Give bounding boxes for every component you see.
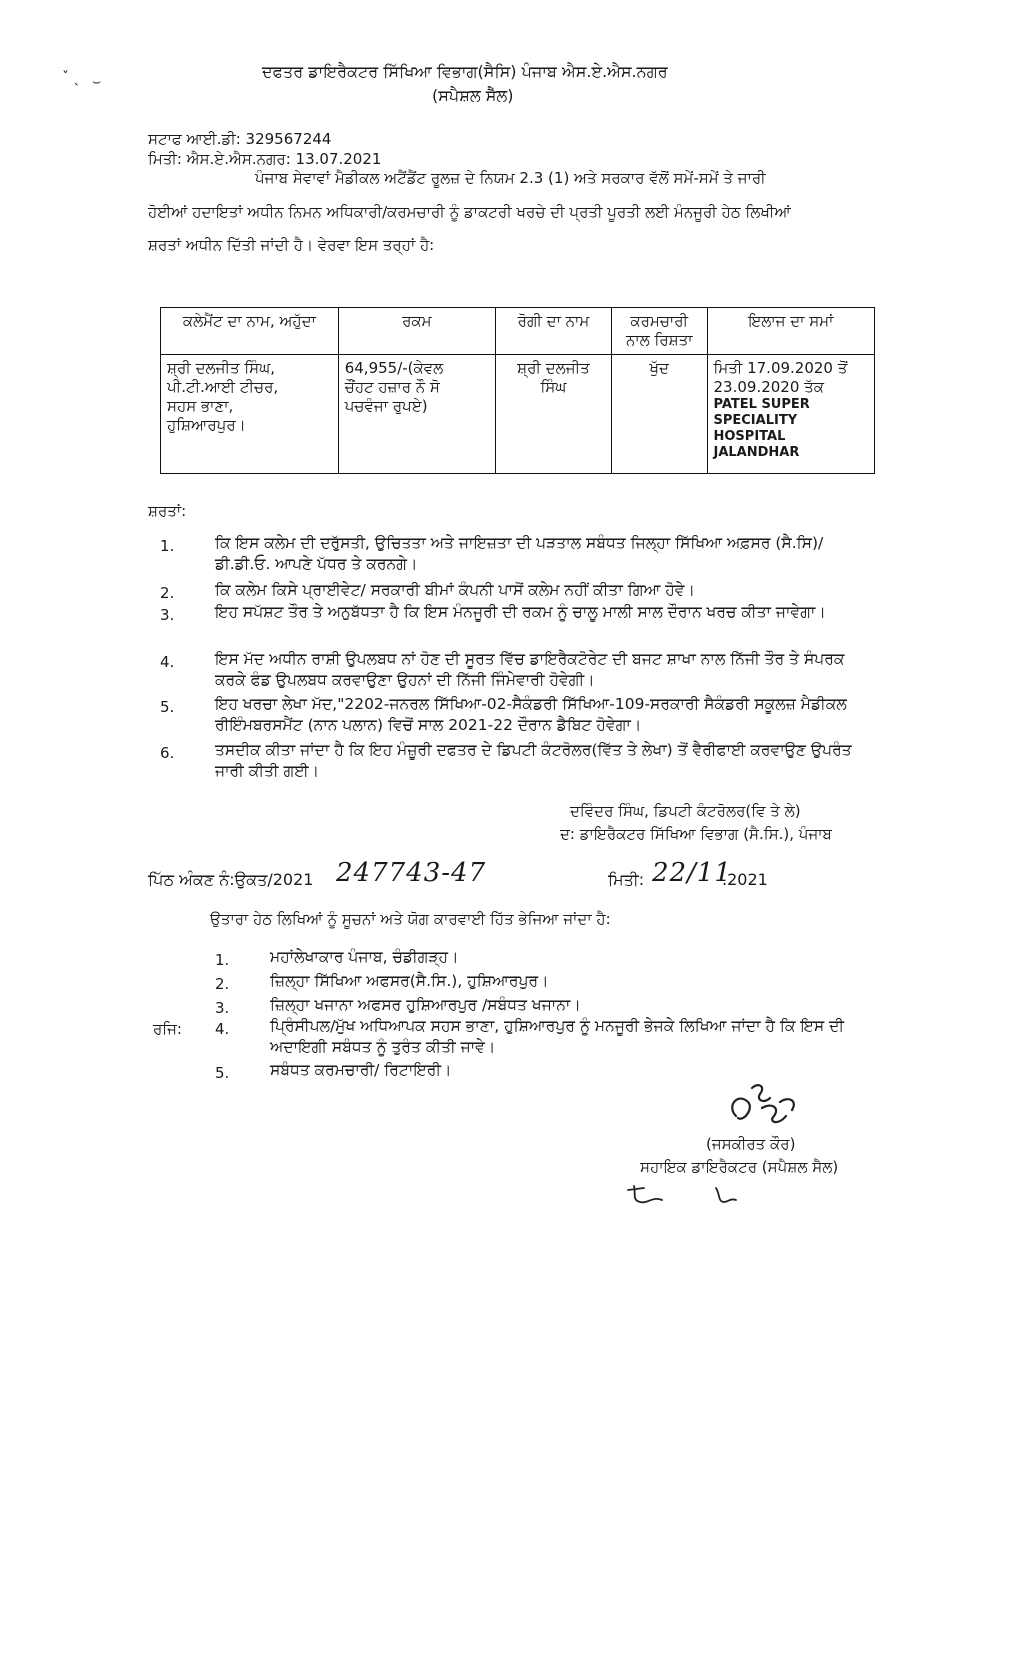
issue-date: ਮਿਤੀ: ਐਸ.ਏ.ਐਸ.ਨਗਰ: 13.07.2021 bbox=[148, 150, 382, 168]
condition-num: 3. bbox=[160, 606, 175, 624]
conditions-heading: ਸ਼ਰਤਾਂ: bbox=[148, 502, 187, 520]
endorsement-date-label: ਮਿਤੀ: bbox=[608, 870, 645, 889]
condition-text: ਇਸ ਮੱਦ ਅਧੀਨ ਰਾਸ਼ੀ ਉਪਲਬਧ ਨਾਂ ਹੋਣ ਦੀ ਸੂਰਤ ਵਿੱਚ ਡਾਇਰੈਕਟੋਰੇਟ ਦੀ ਬਜਟ ਸ਼ਾਖਾ ਨਾਲ ਨਿੱਜੀ ਤੌਰ ਤੇ ਸੰਪਰਕ ਕਰਕੇ ਫੰਡ ਉਪਲਬਧ ਕਰਵਾਉਣਾ ਉਹਨਾਂ ਦੀ ਨਿੱਜੀ ਜਿੰਮੇਵਾਰੀ ਹੋਵੇਗੀ। bbox=[215, 650, 845, 689]
office-title: ਦਫਤਰ ਡਾਇਰੈਕਟਰ ਸਿੱਖਿਆ ਵਿਭਾਗ(ਸੈਸਿ) ਪੰਜਾਬ ਐਸ.ਏ.ਐਸ.ਨਗਰ bbox=[262, 62, 668, 81]
cell-relation: ਖੁੱਦ bbox=[611, 355, 707, 474]
col-claimant: ਕਲੇਮੈਂਟ ਦਾ ਨਾਮ, ਅਹੁੱਦਾ bbox=[161, 308, 339, 355]
scan-mark: ⌣ bbox=[92, 74, 102, 90]
handwritten-date: 22/11 bbox=[652, 858, 732, 888]
intro-line-1: ਪੰਜਾਬ ਸੇਵਾਵਾਂ ਮੈਡੀਕਲ ਅਟੈਂਡੈਂਟ ਰੂਲਜ਼ ਦੇ ਨਿਯਮ 2.3 (1) ਅਤੇ ਸਰਕਾਰ ਵੱਲੋਂ ਸਮੇਂ-ਸਮੇਂ ਤੇ ਜਾਰੀ bbox=[255, 169, 766, 187]
condition-num: 6. bbox=[160, 744, 175, 762]
condition-num: 2. bbox=[160, 584, 175, 602]
recipient-num: 3. bbox=[215, 999, 230, 1017]
handwritten-signature bbox=[718, 1078, 808, 1138]
condition-text: ਕਿ ਕਲੇਮ ਕਿਸੇ ਪ੍ਰਾਈਵੇਟ/ ਸਰਕਾਰੀ ਬੀਮਾਂ ਕੰਪਨੀ ਪਾਸੋਂ ਕਲੇਮ ਨਹੀਂ ਕੀਤਾ ਗਿਆ ਹੋਵੇ। bbox=[215, 581, 695, 599]
condition-text: ਇਹ ਖਰਚਾ ਲੇਖਾ ਮੱਦ,"2202-ਜਨਰਲ ਸਿੱਖਿਆ-02-ਸੈਕੰਡਰੀ ਸਿੱਖਿਆ-109-ਸਰਕਾਰੀ ਸੈਕੰਡਰੀ ਸਕੂਲਜ਼ ਮੈਡੀਕਲ ਰੀਇੰਮਬਰਸਮੈਂਟ (ਨਾਨ ਪਲਾਨ) ਵਿਚੋਂ ਸਾਲ 2021-22 ਦੌਰਾਨ ਡੈਬਿਟ ਹੋਵੇਗਾ। bbox=[215, 695, 847, 734]
condition-num: 5. bbox=[160, 698, 175, 716]
hospital-name: PATEL SUPER SPECIALITY HOSPITAL JALANDHAR bbox=[713, 397, 810, 460]
col-period: ਇਲਾਜ ਦਾ ਸਮਾਂ bbox=[707, 308, 875, 355]
condition-text: ਕਿ ਇਸ ਕਲੇਮ ਦੀ ਦਰੁੱਸਤੀ, ਉਚਿਤਤਾ ਅਤੇ ਜਾਇਜ਼ਤਾ ਦੀ ਪੜਤਾਲ ਸਬੰਧਤ ਜਿਲ੍ਹਾ ਸਿੱਖਿਆ ਅਫ਼ਸਰ (ਸੈ.ਸਿ)/ ਡੀ.ਡੀ.ਓ. ਆਪਣੇ ਪੱਧਰ ਤੇ ਕਰਨਗੇ। bbox=[215, 534, 824, 573]
condition-num: 4. bbox=[160, 653, 175, 671]
staff-id: ਸਟਾਫ ਆਈ.ਡੀ: 329567244 bbox=[148, 130, 332, 148]
cell-period: ਮਿਤੀ 17.09.2020 ਤੋਂ 23.09.2020 ਤੱਕ PATEL SUPER SPECIALITY HOSPITAL JALANDHAR bbox=[707, 355, 875, 474]
handwritten-endorsement-number: 247743-47 bbox=[336, 858, 487, 888]
signatory-office: ਦ: ਡਾਇਰੈਕਟਰ ਸਿੱਖਿਆ ਵਿਭਾਗ (ਸੈ.ਸਿ.), ਪੰਜਾਬ bbox=[560, 825, 832, 843]
assistant-director-designation: ਸਹਾਇਕ ਡਾਇਰੈਕਟਰ (ਸਪੈਸ਼ਲ ਸੈਲ) bbox=[640, 1158, 839, 1176]
col-relation: ਕਰਮਚਾਰੀ ਨਾਲ ਰਿਸ਼ਤਾ bbox=[611, 308, 707, 355]
office-subtitle: (ਸਪੈਸ਼ਲ ਸੈੱਲ) bbox=[432, 86, 514, 105]
col-patient: ਰੋਗੀ ਦਾ ਨਾਮ bbox=[495, 308, 611, 355]
signatory-name: ਦਵਿੰਦਰ ਸਿੰਘ, ਡਿਪਟੀ ਕੰਟਰੋਲਰ(ਵਿ ਤੇ ਲੇ) bbox=[570, 802, 801, 820]
recipient-num: 4. bbox=[215, 1020, 230, 1038]
recipient-text: ਪ੍ਰਿੰਸੀਪਲ/ਮੁੱਖ ਅਧਿਆਪਕ ਸਹਸ ਭਾਣਾ, ਹੁਸ਼ਿਆਰਪੁਰ ਨੂੰ ਮਨਜੂਰੀ ਭੇਜਕੇ ਲਿਖਿਆ ਜਾਂਦਾ ਹੈ ਕਿ ਇਸ ਦੀ ਅਦਾਇਗੀ ਸਬੰਧਤ ਨੂੰ ਤੁਰੰਤ ਕੀਤੀ ਜਾਵੇ। bbox=[270, 1017, 845, 1056]
copy-intro: ਉਤਾਰਾ ਹੇਠ ਲਿਖਿਆਂ ਨੂੰ ਸੂਚਨਾਂ ਅਤੇ ਯੋਗ ਕਾਰਵਾਈ ਹਿੱਤ ਭੇਜਿਆ ਜਾਂਦਾ ਹੈ: bbox=[210, 910, 611, 928]
intro-line-3: ਸ਼ਰਤਾਂ ਅਧੀਨ ਦਿੱਤੀ ਜਾਂਦੀ ਹੈ। ਵੇਰਵਾ ਇਸ ਤਰ੍ਹਾਂ ਹੈ: bbox=[148, 236, 435, 254]
table-row bbox=[161, 355, 875, 474]
cell-patient: ਸ਼੍ਰੀ ਦਲਜੀਤ ਸਿੰਘ bbox=[495, 355, 611, 474]
endorsement-year: .2021 bbox=[722, 870, 768, 889]
recipient-num: 5. bbox=[215, 1064, 230, 1082]
initials-mark bbox=[622, 1182, 672, 1208]
condition-text: ਤਸਦੀਕ ਕੀਤਾ ਜਾਂਦਾ ਹੈ ਕਿ ਇਹ ਮੰਜ਼ੂਰੀ ਦਫਤਰ ਦੇ ਡਿਪਟੀ ਕੰਟਰੋਲਰ(ਵਿੱਤ ਤੇ ਲੇਖਾ) ਤੋਂ ਵੈਰੀਫਾਈ ਕਰਵਾਉਣ ਉਪਰੰਤ ਜਾਰੀ ਕੀਤੀ ਗਈ। bbox=[215, 741, 852, 780]
initials-mark bbox=[710, 1184, 740, 1208]
recipient-num: 2. bbox=[215, 975, 230, 993]
recipient-text: ਜ਼ਿਲ੍ਹਾ ਸਿੱਖਿਆ ਅਫਸਰ(ਸੈ.ਸਿ.), ਹੁਸ਼ਿਆਰਪੁਰ। bbox=[270, 972, 549, 990]
recipient-text: ਸਬੰਧਤ ਕਰਮਚਾਰੀ/ ਰਿਟਾਇਰੀ। bbox=[270, 1061, 452, 1079]
condition-text: ਇਹ ਸਪੱਸ਼ਟ ਤੌਰ ਤੇ ਅਨੁਬੱਧਤਾ ਹੈ ਕਿ ਇਸ ਮੰਨਜੂਰੀ ਦੀ ਰਕਮ ਨੂੰ ਚਾਲੂ ਮਾਲੀ ਸਾਲ ਦੌਰਾਨ ਖਰਚ ਕੀਤਾ ਜਾਵੇਗਾ। bbox=[215, 603, 826, 621]
condition-num: 1. bbox=[160, 537, 175, 555]
scan-mark: ˇ ˎ bbox=[62, 70, 81, 86]
cell-amount: 64,955/-(ਕੇਵਲ ਚੌਂਹਟ ਹਜ਼ਾਰ ਨੌ ਸੋ ਪਚਵੰਜਾ ਰੁਪਏ) bbox=[338, 355, 495, 474]
assistant-director-name: (ਜਸਕੀਰਤ ਕੌਰ) bbox=[706, 1135, 796, 1153]
recipient-text: ਜ਼ਿਲ੍ਹਾ ਖਜਾਨਾ ਅਫਸਰ ਹੁਸ਼ਿਆਰਪੁਰ /ਸਬੰਧਤ ਖਜਾਨਾ। bbox=[270, 996, 581, 1014]
cell-claimant: ਸ਼੍ਰੀ ਦਲਜੀਤ ਸਿੰਘ, ਪੀ.ਟੀ.ਆਈ ਟੀਚਰ, ਸਹਸ ਭਾਣਾ, ਹੁਸ਼ਿਆਰਪੁਰ। bbox=[161, 355, 339, 474]
registered-label: ਰਜਿ: bbox=[153, 1020, 182, 1038]
claim-table bbox=[160, 307, 875, 474]
recipient-num: 1. bbox=[215, 951, 230, 969]
intro-line-2: ਹੋਈਆਂ ਹਦਾਇਤਾਂ ਅਧੀਨ ਨਿਮਨ ਅਧਿਕਾਰੀ/ਕਰਮਚਾਰੀ ਨੂੰ ਡਾਕਟਰੀ ਖਰਚੇ ਦੀ ਪ੍ਰਤੀ ਪੂਰਤੀ ਲਈ ਮੰਨਜੂਰੀ ਹੇਠ ਲਿਖੀਆਂ bbox=[148, 203, 791, 221]
table-header-row bbox=[161, 308, 875, 355]
col-amount: ਰਕਮ bbox=[338, 308, 495, 355]
recipient-text: ਮਹਾਂਲੇਖਾਕਾਰ ਪੰਜਾਬ, ਚੰਡੀਗੜ੍ਹ। bbox=[270, 948, 459, 966]
endorsement-number-prefix: ਪਿੱਠ ਅੰਕਣ ਨੰ:ਉਕਤ/2021 bbox=[148, 870, 314, 889]
